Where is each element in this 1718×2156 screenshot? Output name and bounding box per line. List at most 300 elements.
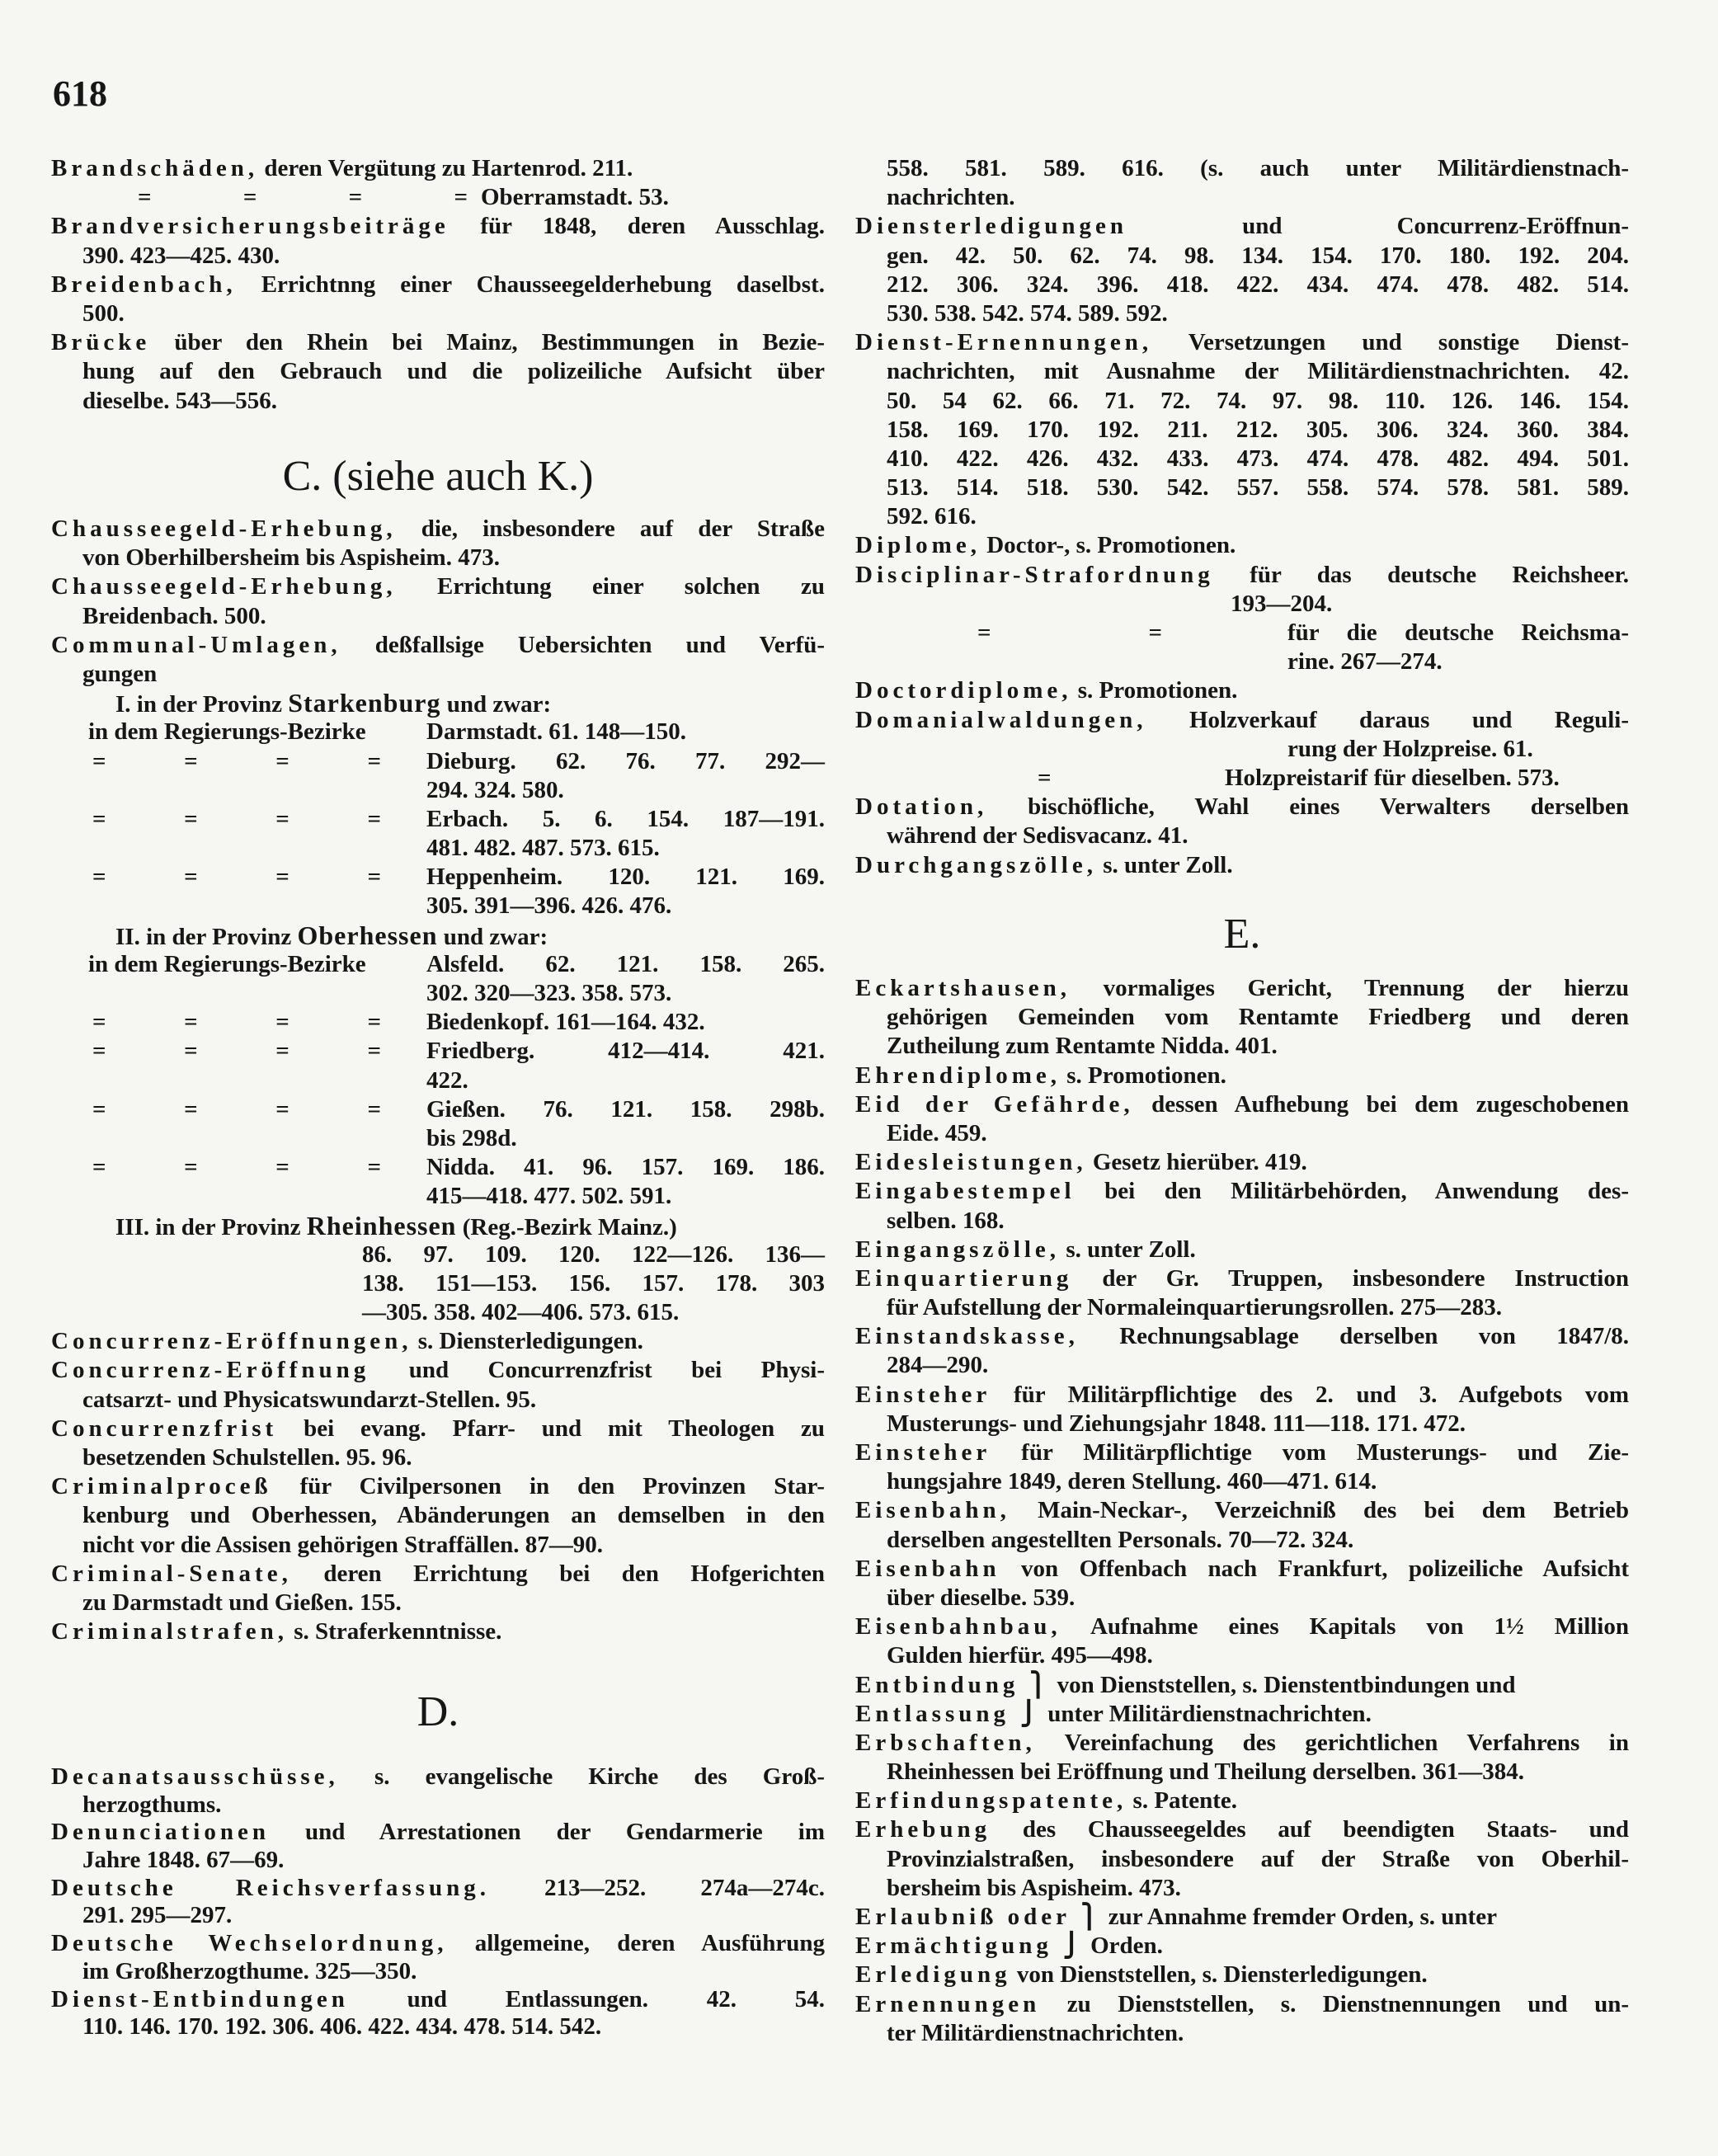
entry-continuation: von Oberhilbersheim bis Aspisheim. 473. [82, 544, 500, 572]
index-entry [855, 1903, 1629, 1932]
ditto-marks: = [1038, 764, 1052, 791]
entry-headword: Communal-Umlagen, [51, 631, 341, 658]
entry-text: Heppenheim. 120. 121. 169. [426, 864, 825, 891]
entry-continuation: Gulden hierfür. 495—498. [887, 1642, 1153, 1669]
index-line [51, 921, 825, 950]
ditto-marks: = = [977, 619, 1162, 646]
index-entry [51, 631, 825, 660]
entry-continuation: rung der Holzpreise. 61. [1287, 735, 1533, 762]
entry-continuation: 291. 295—297. [82, 1902, 233, 1929]
index-entry [855, 1236, 1629, 1264]
index-line [855, 1758, 1629, 1786]
index-entry [855, 1062, 1629, 1090]
entry-text: für Militärpflichtige vom Musterungs- und Zie- [1021, 1439, 1629, 1466]
entry-text: s. unter Zoll. [1103, 851, 1233, 878]
index-entry [855, 1264, 1629, 1293]
index-line [855, 357, 1629, 386]
index-entry [51, 154, 825, 183]
entry-text: zu Dienststellen, s. Dienstnennungen und un- [1066, 1990, 1630, 2017]
entry-headword: Diplome, [855, 532, 981, 559]
entry-text: und Arrestationen der Gendarmerie im [304, 1819, 825, 1846]
entry-headword: Entbindung ⎫ [855, 1671, 1052, 1698]
entry-continuation: 422. [426, 1066, 468, 1094]
entry-text: Biedenkopf. 161—164. 432. [426, 1009, 705, 1036]
entry-continuation: 294. 324. 580. [426, 776, 564, 803]
index-line [51, 1847, 825, 1875]
entry-headword: Eingabestempel [855, 1178, 1076, 1205]
index-entry [855, 561, 1629, 590]
entry-text: Rechnungsablage derselben von 1847/8. [1119, 1323, 1630, 1350]
section-heading-e: E. [1223, 911, 1261, 958]
entry-text: und Entlassungen. 42. 54. [407, 1985, 826, 2012]
entry-text: vormaliges Gericht, Trennung der hierzu [1103, 975, 1630, 1001]
index-entry [51, 328, 825, 357]
entry-headword: Durchgangszölle, [855, 851, 1097, 878]
entry-continuation: 513. 514. 518. 530. 542. 557. 558. 574. 578. 581. 589. [887, 474, 1629, 501]
entry-headword: Eisenbahn [855, 1555, 1000, 1582]
entry-headword: Dienst-Entbindungen [51, 1985, 349, 2012]
index-line [51, 1124, 825, 1153]
entry-continuation: 481. 482. 487. 573. 615. [426, 835, 660, 862]
entry-headword: Erlaubniß oder ⎫ [855, 1904, 1103, 1930]
entry-headword: Diensterledigungen [855, 213, 1128, 240]
entry-headword: Eid der Gefährde, [855, 1090, 1134, 1118]
entry-continuation: gungen [82, 660, 158, 687]
entry-continuation: selben. 168. [887, 1207, 1005, 1234]
index-line [51, 776, 825, 805]
entry-text: Gesetz hierüber. 419. [1092, 1149, 1307, 1176]
index-line [855, 1526, 1629, 1555]
index-entry [855, 974, 1629, 1003]
ditto-marks: = = = = [92, 1095, 381, 1123]
index-line [855, 1119, 1629, 1148]
entry-text: unter Militärdienstnachrichten. [1047, 1700, 1372, 1727]
entry-headword: Criminalproceß [51, 1473, 272, 1500]
index-line [51, 1958, 825, 1986]
entry-text: s. Patente. [1132, 1787, 1237, 1815]
entry-text: Darmstadt. 61. 148—150. [426, 718, 686, 746]
index-line [855, 502, 1629, 531]
index-entry [855, 1438, 1629, 1467]
entry-continuation: besetzenden Schulstellen. 95. 96. [82, 1444, 412, 1471]
entry-continuation: Provinzialstraßen, insbesondere auf der Straße von Oberhil- [887, 1845, 1629, 1872]
index-entry [51, 1875, 825, 1903]
index-line [855, 1845, 1629, 1874]
index-line [51, 689, 825, 718]
entry-headword: Doctordiplome, [855, 677, 1072, 704]
province-name: Oberhessen [297, 920, 438, 950]
entry-continuation: rine. 267—274. [1287, 648, 1443, 676]
index-entry [51, 1986, 825, 2014]
entry-continuation: zu Darmstadt und Gießen. 155. [82, 1589, 402, 1616]
entry-continuation: über dieselbe. 539. [887, 1584, 1076, 1611]
index-entry [855, 1932, 1629, 1961]
entry-continuation: dieselbe. 543—556. [82, 387, 278, 414]
index-line [51, 1531, 825, 1560]
entry-text: von Dienststellen, s. Diensterledigungen. [1016, 1961, 1428, 1989]
entry-headword: Concurrenzfrist [51, 1415, 278, 1442]
entry-continuation: gehörigen Gemeinden vom Rentamte Friedberg und deren [887, 1004, 1629, 1031]
entry-continuation: Eide. 459. [887, 1119, 987, 1146]
entry-headword: Einquartierung [855, 1264, 1073, 1292]
entry-headword: Concurrenz-Eröffnung [51, 1357, 370, 1384]
entry-headword: Entlassung ⎭ [855, 1700, 1043, 1727]
ditto-marks: = = = = [92, 805, 381, 832]
index-line [51, 1240, 825, 1269]
index-line [51, 718, 825, 746]
entry-continuation: 50. 54 62. 66. 71. 72. 74. 97. 98. 110. 126. 146. 154. [887, 387, 1629, 414]
index-line [855, 299, 1629, 328]
entry-continuation: nachrichten. [887, 184, 1015, 211]
index-line [855, 1293, 1629, 1322]
index-line [51, 805, 825, 834]
entry-headword: Eckartshausen, [855, 975, 1071, 1001]
index-line [51, 1037, 825, 1066]
index-line [51, 387, 825, 416]
entry-text: deßfallsige Uebersichten und Verfü- [374, 631, 825, 658]
index-line [855, 647, 1629, 676]
entry-headword: Chausseegeld-Erhebung, [51, 573, 397, 600]
entry-text: Erbach. 5. 6. 154. 187—191. [426, 805, 825, 832]
province-suffix: und zwar: [446, 691, 552, 718]
entry-text: Versetzungen und sonstige Dienst- [1188, 329, 1629, 356]
index-line [51, 1212, 825, 1240]
index-line [51, 979, 825, 1008]
entry-text: des Chausseegeldes auf beendigten Staats- und [1022, 1816, 1629, 1843]
entry-text: Doctor-, s. Promotionen. [986, 532, 1236, 559]
entry-text: s. unter Zoll. [1066, 1236, 1196, 1263]
entry-continuation: Rheinhessen bei Eröffnung und Theilung derselben. 361—384. [887, 1758, 1524, 1786]
entry-text: Errichtung einer solchen zu [437, 573, 825, 600]
section-e [855, 974, 1629, 2048]
entry-continuation: ter Militärdienstnachrichten. [887, 2019, 1184, 2046]
entry-text: dessen Aufhebung bei dem zugeschobenen [1151, 1090, 1630, 1118]
entry-headword: Brandversicherungsbeiträge [51, 213, 450, 240]
entry-continuation: Zutheilung zum Rentamte Nidda. 401. [887, 1033, 1278, 1060]
index-line [51, 2013, 825, 2041]
entry-continuation: nicht vor die Assisen gehörigen Straffällen. 87—90. [82, 1531, 604, 1558]
entry-headword: Ehrendiplome, [855, 1062, 1061, 1089]
entry-text: Orden. [1090, 1932, 1163, 1960]
entry-text: deren Vergütung zu Hartenrod. 211. [264, 155, 633, 181]
entry-text: 213—252. 274a—274c. [544, 1874, 825, 1901]
entry-continuation: 284—290. [887, 1352, 989, 1379]
entry-headword: Breidenbach, [51, 271, 237, 298]
entry-continuation: 110. 146. 170. 192. 306. 406. 422. 434. 478. 514. 542. [82, 2013, 602, 2041]
province-prefix: III. in der Provinz [115, 1213, 301, 1240]
index-line [51, 863, 825, 892]
index-line [51, 1589, 825, 1617]
index-line [855, 764, 1629, 793]
index-line [855, 1207, 1629, 1236]
entry-text: s. Straferkenntnisse. [294, 1618, 502, 1645]
entry-headword: Ernennungen [855, 1990, 1041, 2017]
province-suffix: (Reg.-Bezirk Mainz.) [462, 1213, 677, 1240]
entry-text: s. Promotionen. [1077, 677, 1238, 704]
index-line [855, 473, 1629, 502]
index-entry [51, 1356, 825, 1385]
page-number: 618 [53, 73, 107, 114]
index-line [855, 154, 1629, 183]
entry-headword: Eingangszölle, [855, 1236, 1061, 1263]
index-line [51, 544, 825, 572]
index-line [51, 1298, 825, 1327]
province-prefix: I. in der Provinz [115, 691, 282, 718]
entry-headword: Brandschäden, [51, 155, 259, 181]
entry-headword: Dienst-Ernennungen, [855, 329, 1153, 356]
entry-continuation: 302. 320—323. 358. 573. [426, 980, 672, 1006]
entry-text: Main-Neckar-, Verzeichniß des bei dem Betrieb [1038, 1497, 1630, 1524]
entry-headword: Deutsche Reichsverfassung. [51, 1874, 490, 1901]
entry-text: Gießen. 76. 121. 158. 298b. [426, 1095, 825, 1123]
index-line [855, 1641, 1629, 1670]
entry-text: die, insbesondere auf der Straße [421, 515, 826, 542]
entry-continuation: 212. 306. 324. 396. 418. 422. 434. 474. 478. 482. 514. [887, 271, 1629, 298]
entry-text: und Concurrenzfrist bei Physi- [408, 1357, 825, 1384]
index-line [51, 1269, 825, 1298]
index-line [855, 1003, 1629, 1032]
index-entry [855, 1496, 1629, 1525]
index-entry [855, 531, 1629, 560]
district-label: in dem Regierungs-Bezirke [88, 950, 366, 977]
entry-headword: Eidesleistungen, [855, 1149, 1087, 1176]
entry-continuation: 138. 151—153. 156. 157. 178. 303 [362, 1269, 825, 1297]
entry-text: s. Diensterledigungen. [417, 1328, 643, 1355]
entry-continuation: 558. 581. 589. 616. (s. auch unter Militärdienstnach- [887, 155, 1629, 181]
index-line [855, 183, 1629, 212]
entry-text: für das deutsche Reichsheer. [1250, 561, 1630, 588]
index-line [51, 1153, 825, 1182]
index-line [51, 1386, 825, 1415]
entry-continuation: während der Sedisvacanz. 41. [887, 822, 1188, 850]
entry-continuation: 500. [82, 299, 125, 327]
index-entry [51, 271, 825, 299]
entry-headword: Eisenbahnbau, [855, 1613, 1061, 1641]
entry-text: Oberramstadt. 53. [481, 184, 669, 211]
index-line [51, 357, 825, 386]
entry-continuation: catsarzt- und Physicatswundarzt-Stellen. 95. [82, 1386, 537, 1413]
entry-headword: Brücke [51, 329, 151, 356]
ditto-marks: = = = = [92, 1154, 381, 1181]
ditto-marks: = = = = [92, 1009, 381, 1036]
entry-text: über den Rhein bei Mainz, Bestimmungen in Bezie- [174, 329, 825, 356]
entry-continuation: 193—204. [1231, 590, 1333, 617]
section-d-continued [855, 154, 1629, 880]
index-entry [855, 1612, 1629, 1641]
index-entry [855, 1729, 1629, 1758]
index-entry [51, 1617, 825, 1646]
index-line [855, 1874, 1629, 1903]
index-entry [855, 1671, 1629, 1700]
entry-text: Alsfeld. 62. 121. 158. 265. [426, 950, 825, 977]
index-entry [855, 1961, 1629, 1989]
entry-continuation: hungsjahre 1849, deren Stellung. 460—471. 614. [887, 1468, 1377, 1495]
index-entry [855, 1786, 1629, 1815]
entry-continuation: für Aufstellung der Normaleinquartierungsrollen. 275—283. [887, 1294, 1502, 1321]
index-line [51, 183, 825, 212]
index-line [855, 619, 1629, 647]
index-line [51, 660, 825, 689]
left-column [51, 0, 825, 2156]
entry-continuation: 158. 169. 170. 192. 211. 212. 305. 306. 324. 360. 384. [887, 416, 1629, 443]
index-entry [855, 1381, 1629, 1410]
index-entry [855, 676, 1629, 705]
index-line [51, 602, 825, 631]
entry-continuation: Jahre 1848. 67—69. [82, 1847, 285, 1874]
entry-continuation: bis 298d. [426, 1124, 517, 1151]
entry-headword: Erbschaften, [855, 1729, 1036, 1756]
entry-text: bischöfliche, Wahl eines Verwalters derselben [1028, 793, 1630, 821]
entry-headword: Denunciationen [51, 1819, 270, 1846]
index-entry [855, 328, 1629, 357]
entry-text: Dieburg. 62. 76. 77. 292— [426, 747, 825, 774]
index-line [51, 1182, 825, 1211]
index-entry [51, 1930, 825, 1958]
province-suffix: und zwar: [443, 923, 548, 950]
entry-text: s. Promotionen. [1066, 1062, 1226, 1089]
entry-text: für 1848, deren Ausschlag. [480, 213, 825, 240]
index-line [51, 242, 825, 271]
entry-continuation: —305. 358. 402—406. 573. 615. [362, 1299, 680, 1326]
index-entry [51, 572, 825, 601]
entry-continuation: gen. 42. 50. 62. 74. 98. 134. 154. 170. 180. 192. 204. [887, 242, 1629, 269]
entry-headword: Chausseegeld-Erhebung, [51, 515, 397, 542]
entry-continuation: kenburg und Oberhessen, Abänderungen an demselben in den [82, 1502, 825, 1529]
entry-text: bei evang. Pfarr- und mit Theologen zu [304, 1415, 826, 1442]
entry-continuation: Breidenbach. 500. [82, 602, 266, 629]
index-entry [855, 1090, 1629, 1119]
index-entry [51, 1560, 825, 1589]
entry-continuation: 592. 616. [887, 503, 977, 530]
entry-headword: Einsteher [855, 1439, 991, 1466]
entry-continuation: herzogthums. [82, 1791, 222, 1818]
index-entry [51, 1415, 825, 1443]
entry-text: Nidda. 41. 96. 157. 169. 186. [426, 1154, 825, 1181]
index-line [51, 950, 825, 979]
district-label: in dem Regierungs-Bezirke [88, 718, 366, 746]
index-entry [855, 1177, 1629, 1206]
index-line [51, 299, 825, 328]
entry-headword: Criminalstrafen, [51, 1618, 288, 1645]
index-entry [855, 851, 1629, 880]
section-heading-c: C. (siehe auch K.) [282, 453, 594, 500]
index-entry [855, 1148, 1629, 1177]
index-entry [51, 1327, 825, 1356]
entry-text: für die deutsche Reichsma- [1287, 619, 1629, 646]
entry-text: von Dienststellen, s. Dienstentbindungen und [1057, 1671, 1516, 1698]
entry-headword: Ermächtigung ⎭ [855, 1932, 1085, 1960]
entry-text: Aufnahme eines Kapitals von 1½ Million [1090, 1613, 1629, 1641]
index-entry [855, 1700, 1629, 1729]
entry-text: von Offenbach nach Frankfurt, polizeiliche Aufsicht [1021, 1555, 1629, 1582]
entry-text: zur Annahme fremder Orden, s. unter [1108, 1904, 1497, 1930]
index-line [51, 1066, 825, 1095]
entry-continuation: hung auf den Gebrauch und die polizeiliche Aufsicht über [82, 358, 825, 385]
index-line [855, 735, 1629, 764]
index-line [51, 747, 825, 776]
entry-text: bei den Militärbehörden, Anwendung des- [1104, 1178, 1629, 1205]
entry-continuation: 305. 391—396. 426. 476. [426, 892, 672, 920]
entry-continuation: 86. 97. 109. 120. 122—126. 136— [362, 1240, 825, 1268]
entry-headword: Decanatsausschüsse, [51, 1763, 339, 1790]
entry-headword: Domanialwaldungen, [855, 706, 1147, 733]
index-line [855, 416, 1629, 445]
province-prefix: II. in der Provinz [115, 923, 292, 950]
index-line [855, 821, 1629, 850]
index-entry [51, 515, 825, 544]
entry-headword: Disciplinar-Strafordnung [855, 561, 1214, 588]
entry-text: s. evangelische Kirche des Groß- [374, 1763, 826, 1790]
entry-continuation: 390. 423—425. 430. [82, 242, 280, 269]
ditto-marks: = = = = [138, 184, 468, 211]
index-entry [855, 793, 1629, 821]
entry-headword: Dotation, [855, 793, 988, 821]
index-line [51, 1902, 825, 1930]
section-b [51, 154, 825, 416]
index-line [855, 1467, 1629, 1496]
right-column [855, 0, 1629, 2156]
index-line [855, 1351, 1629, 1380]
entry-continuation: 410. 422. 426. 432. 433. 473. 474. 478. 482. 494. 501. [887, 445, 1629, 472]
index-line [51, 1008, 825, 1037]
index-line [51, 1095, 825, 1124]
entry-headword: Criminal-Senate, [51, 1560, 292, 1587]
entry-text: und Concurrenz-Eröffnun- [1242, 213, 1629, 240]
ditto-marks: = = = = [92, 1038, 381, 1065]
index-line [51, 1443, 825, 1472]
entry-text: allgemeine, deren Ausführung [474, 1930, 826, 1957]
entry-text: der Gr. Truppen, insbesondere Instruction [1102, 1264, 1629, 1292]
index-entry [855, 1555, 1629, 1584]
entry-text: Friedberg. 412—414. 421. [426, 1038, 825, 1065]
entry-headword: Concurrenz-Eröffnungen, [51, 1328, 412, 1355]
index-entry [51, 1763, 825, 1791]
entry-text: Vereinfachung des gerichtlichen Verfahrens in [1064, 1729, 1629, 1756]
index-line [855, 590, 1629, 619]
index-line [855, 1032, 1629, 1061]
section-c [51, 515, 825, 1646]
entry-headword: Eisenbahn, [855, 1497, 1010, 1524]
ditto-marks: = = = = [92, 747, 381, 774]
entry-continuation: Musterungs- und Ziehungsjahr 1848. 111—118. 171. 472. [887, 1410, 1466, 1437]
entry-continuation: nachrichten, mit Ausnahme der Militärdienstnachrichten. 42. [887, 358, 1629, 385]
entry-headword: Erhebung [855, 1816, 991, 1843]
entry-headword: Erfindungspatente, [855, 1787, 1127, 1815]
index-line [855, 2019, 1629, 2048]
index-entry [855, 212, 1629, 241]
index-entry [855, 706, 1629, 735]
index-line [51, 1791, 825, 1819]
entry-text: Holzverkauf daraus und Reguli- [1188, 706, 1629, 733]
entry-headword: Deutsche Wechselordnung, [51, 1930, 448, 1957]
entry-text: deren Errichtung bei den Hofgerichten [323, 1560, 826, 1587]
index-line [51, 1501, 825, 1530]
entry-continuation: im Großherzogthume. 325—350. [82, 1957, 417, 1984]
index-entry [51, 1819, 825, 1847]
section-d [51, 1763, 825, 2041]
index-line [855, 445, 1629, 473]
index-entry [51, 1472, 825, 1501]
entry-continuation: bersheim bis Aspisheim. 473. [887, 1874, 1181, 1901]
index-entry [855, 1815, 1629, 1844]
index-line [51, 892, 825, 920]
index-line [855, 242, 1629, 271]
index-line [855, 1584, 1629, 1612]
entry-text: für Civilpersonen in den Provinzen Star- [299, 1473, 825, 1500]
index-entry [855, 1322, 1629, 1351]
entry-text: Errichtnng einer Chausseegelderhebung daselbst. [261, 271, 826, 298]
index-line [855, 271, 1629, 299]
